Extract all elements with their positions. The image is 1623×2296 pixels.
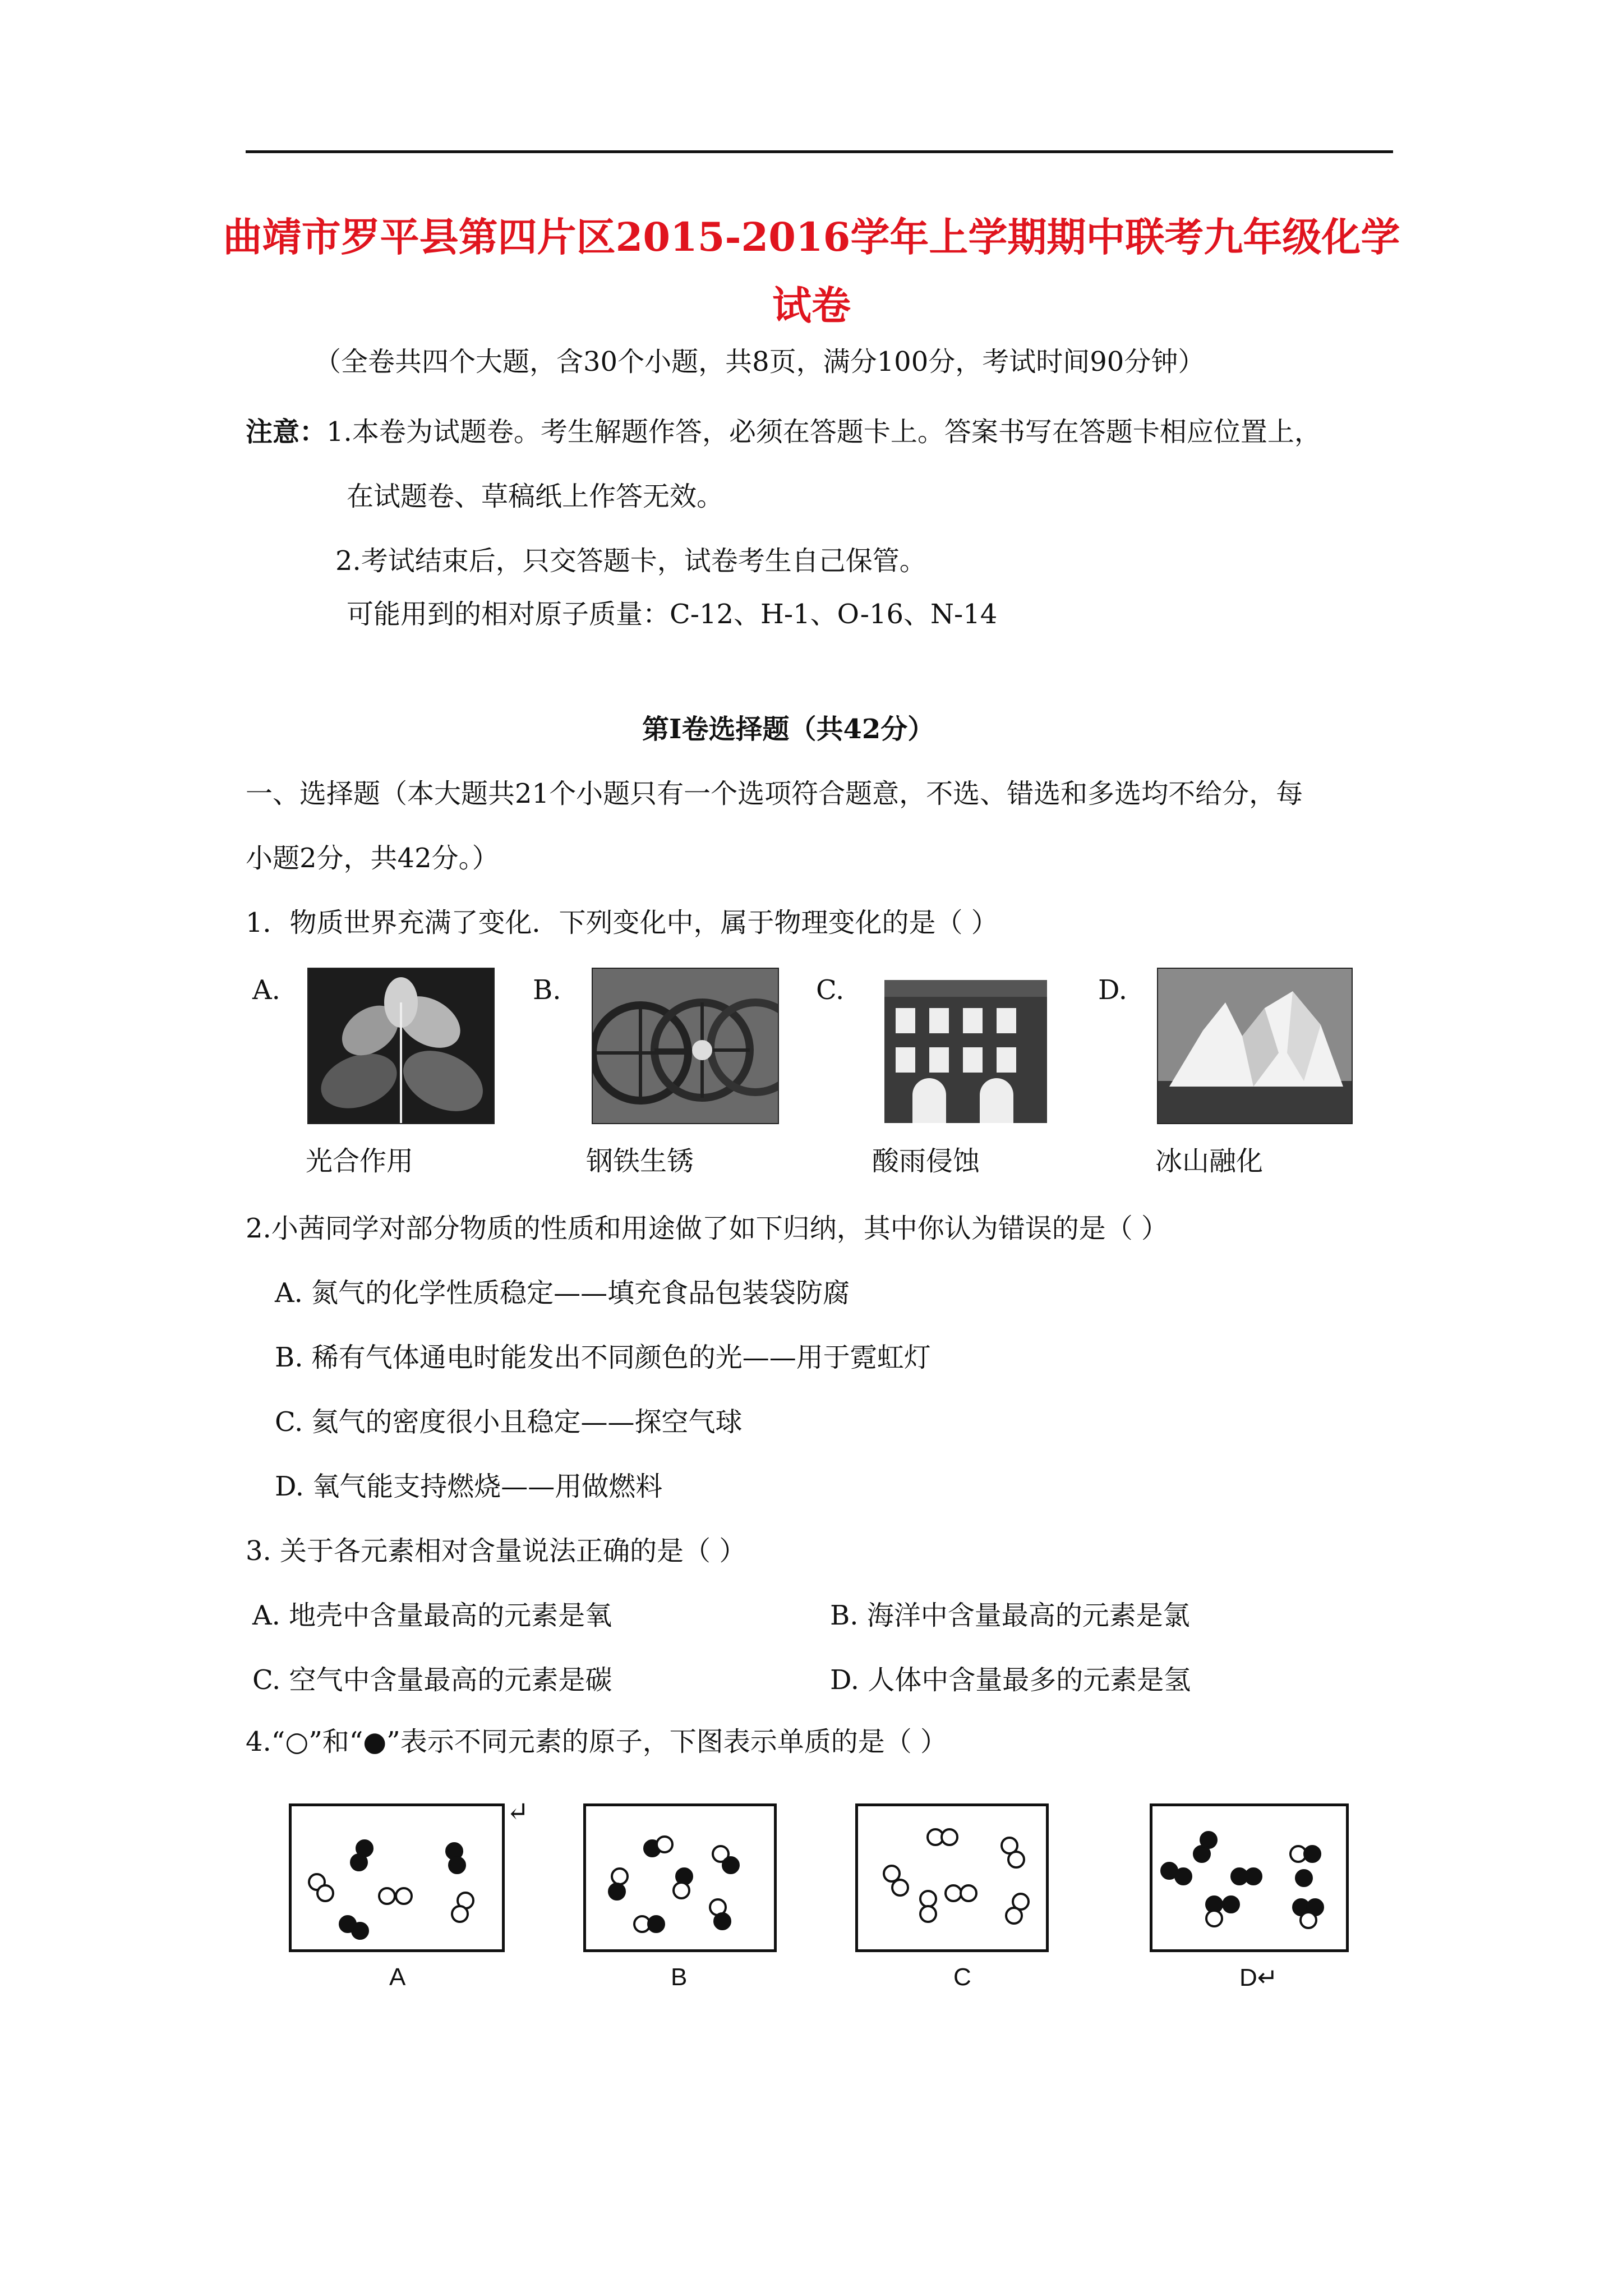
q1-option-a-letter: A. [252, 974, 280, 1006]
eroded-building-photo [872, 968, 1059, 1124]
q3-option-c: C. 空气中含量最高的元素是碳 [252, 1664, 612, 1696]
q1-caption-d: 冰山融化 [1155, 1145, 1264, 1177]
molecule-diagram-c [858, 1806, 1046, 1949]
molecule-box-a [289, 1803, 505, 1952]
q2-option-b: B. 稀有气体通电时能发出不同颜色的光——用于霓虹灯 [275, 1342, 931, 1373]
q3-option-d: D. 人体中含量最多的元素是氢 [830, 1664, 1191, 1696]
return-mark-a: ↵ [506, 1796, 529, 1828]
exam-title-line2: 试卷 [772, 282, 851, 329]
q3-option-b: B. 海洋中含量最高的元素是氯 [830, 1600, 1190, 1631]
iceberg-icon [1158, 969, 1352, 1123]
molecule-diagram-a [292, 1806, 502, 1949]
rusty-wheels-icon [593, 969, 778, 1123]
q1-option-b-letter: B. [533, 974, 561, 1006]
q1-option-c-letter: C. [816, 974, 845, 1006]
q2-option-a: A. 氮气的化学性质稳定——填充食品包装袋防腐 [275, 1277, 850, 1309]
notice-line1: 1.本卷为试题卷。考生解题作答，必须在答题卡上。答案书写在答题卡相应位置上， [326, 416, 1321, 448]
molecule-diagram-b [586, 1806, 774, 1949]
molecule-box-c [855, 1803, 1049, 1952]
rusty-wheels-photo [592, 968, 779, 1124]
q2-stem: 2.小茜同学对部分物质的性质和用途做了如下归纳，其中你认为错误的是（ ） [246, 1213, 1169, 1244]
iceberg-photo [1157, 968, 1353, 1124]
molecule-label-d: D↵ [1239, 1964, 1278, 1991]
leaf-photo-icon [308, 969, 494, 1123]
atomic-mass: 可能用到的相对原子质量：C-12、H-1、O-16、N-14 [347, 599, 998, 630]
q3-stem: 3. 关于各元素相对含量说法正确的是（ ） [246, 1535, 746, 1567]
q2-option-c: C. 氦气的密度很小且稳定——探空气球 [275, 1406, 743, 1438]
section-title: 第Ⅰ卷选择题（共42分） [642, 714, 935, 745]
molecule-label-a: A [389, 1963, 406, 1991]
notice-label: 注意： [246, 416, 327, 448]
notice-line2: 2.考试结束后，只交答题卡，试卷考生自己保管。 [335, 545, 926, 577]
q1-stem: 1．物质世界充满了变化．下列变化中，属于物理变化的是（ ） [246, 907, 998, 938]
part1-intro-line1: 一、选择题（本大题共21个小题只有一个选项符合题意，不选、错选和多选均不给分，每 [246, 778, 1303, 809]
leaf-photo [307, 968, 495, 1124]
notice-line1b: 在试题卷、草稿纸上作答无效。 [347, 481, 724, 512]
molecule-label-c: C [953, 1963, 971, 1991]
molecule-diagram-d [1152, 1806, 1346, 1949]
q3-option-a: A. 地壳中含量最高的元素是氧 [252, 1600, 612, 1631]
exam-title-line1: 曲靖市罗平县第四片区2015-2016学年上学期期中联考九年级化学 [223, 214, 1400, 260]
eroded-building-icon [873, 969, 1058, 1123]
notice-block [246, 415, 1321, 449]
molecule-label-b: B [671, 1963, 688, 1991]
top-rule [246, 150, 1393, 153]
q1-option-d-letter: D. [1098, 974, 1128, 1006]
part1-intro-line2: 小题2分，共42分。） [246, 843, 499, 874]
exam-info: （全卷共四个大题，含30个小题，共8页，满分100分，考试时间90分钟） [314, 346, 1205, 378]
molecule-box-d [1150, 1803, 1349, 1952]
q1-caption-c: 酸雨侵蚀 [872, 1145, 980, 1177]
q4-stem: 4.“○”和“●”表示不同元素的原子，下图表示单质的是（ ） [246, 1726, 947, 1757]
q2-option-d: D. 氧气能支持燃烧——用做燃料 [275, 1471, 663, 1502]
q1-caption-b: 钢铁生锈 [586, 1145, 694, 1177]
q1-caption-a: 光合作用 [306, 1145, 414, 1177]
molecule-box-b [583, 1803, 777, 1952]
